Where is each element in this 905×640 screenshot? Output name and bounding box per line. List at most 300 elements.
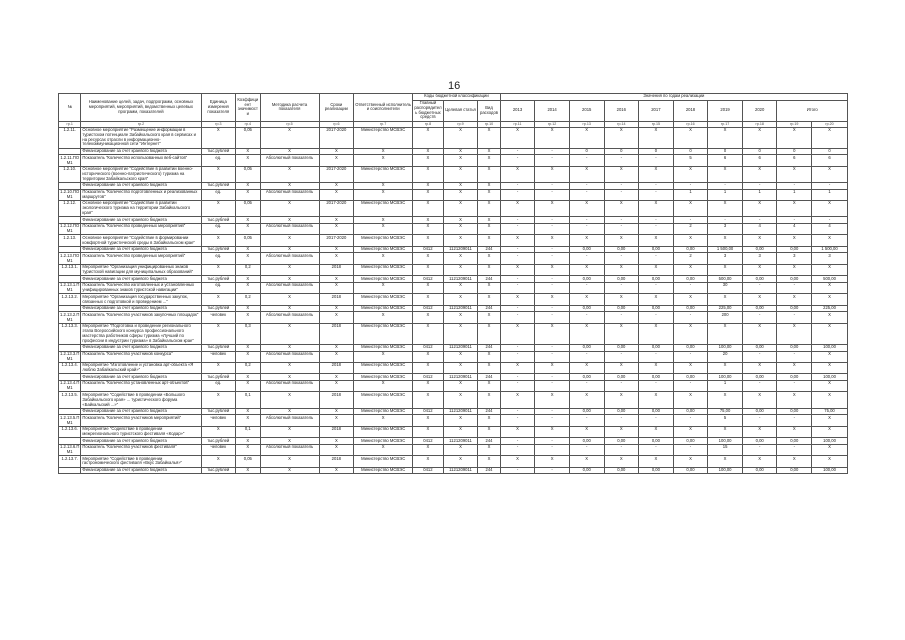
table-cell: X [535, 362, 570, 373]
table-cell: человек [201, 351, 236, 362]
table-cell: 1.2.13.1. [59, 264, 81, 275]
table-cell: - [604, 351, 639, 362]
table-cell: X [236, 148, 260, 155]
table-cell: - [535, 438, 570, 445]
table-cell: 2018 [319, 392, 354, 408]
table-cell: Показатель "Количество использованных веб-сайтов" [81, 155, 201, 166]
table-cell: X [639, 362, 674, 373]
table-cell: 0,00 [639, 246, 674, 253]
table-cell: 2 [673, 253, 708, 264]
table-cell: 6 [708, 155, 743, 166]
table-cell: - [604, 217, 639, 224]
table-cell: X [673, 201, 708, 217]
table-cell: X [500, 127, 535, 148]
col-year: 2015 [569, 100, 604, 121]
table-cell: - [535, 344, 570, 351]
table-cell: X [478, 362, 500, 373]
table-cell: 1.2.13.2. [59, 294, 81, 305]
table-row [59, 183, 848, 190]
table-cell: 4 [742, 223, 777, 234]
table-cell: X [413, 456, 444, 467]
table-cell: X [535, 166, 570, 182]
table-cell: X [413, 381, 444, 392]
table-cell: X [236, 217, 260, 224]
table-cell: 0 [742, 148, 777, 155]
table-cell: Финансирование за счет краевого бюджета [81, 438, 201, 445]
table-cell: X [443, 415, 478, 426]
table-cell: - [500, 312, 535, 323]
table-cell: X [742, 362, 777, 373]
table-cell: X [354, 155, 413, 166]
table-cell: 0,05 [236, 456, 260, 467]
table-cell: 0,00 [604, 408, 639, 415]
table-cell: - [673, 217, 708, 224]
table-cell: Финансирование за счет краевого бюджета [81, 183, 201, 190]
table-cell: X [604, 323, 639, 344]
table-cell: X [708, 323, 743, 344]
table-cell: 0,00 [569, 467, 604, 474]
table-cell: тыс.рублей [201, 374, 236, 381]
table-cell: 0,00 [673, 276, 708, 283]
table-cell: X [354, 312, 413, 323]
column-number: гр.12 [535, 121, 570, 127]
table-cell: X [443, 323, 478, 344]
table-cell: - [535, 408, 570, 415]
table-cell: Абсолютный показатель [260, 189, 319, 200]
table-cell: 1 [812, 189, 848, 200]
table-cell: - [673, 415, 708, 426]
table-cell: - [500, 381, 535, 392]
table-cell: - [569, 253, 604, 264]
table-cell: Мероприятие "Содействие в проведении «Большого Забайкальского края» ... туристического форума «Байкальский ...»" [81, 392, 201, 408]
table-cell: 244 [478, 305, 500, 312]
table-cell: X [413, 201, 444, 217]
table-cell: Основное мероприятие "Размещение информации в туристском потенциале Забайкальского края в сервисах и на ресурсах отрасли в информационно-телекоммуникационной сети "Интернет" [81, 127, 201, 148]
table-cell: X [413, 235, 444, 246]
table-cell: X [812, 444, 848, 455]
table-cell: Министерство МСВЭС [354, 235, 413, 246]
table-cell: X [478, 253, 500, 264]
col-coef: Коэффициент значимости [236, 94, 260, 122]
table-cell: X [354, 282, 413, 293]
table-cell: 1121209011 [443, 276, 478, 283]
table-cell: X [535, 294, 570, 305]
table-cell: X [260, 294, 319, 305]
table-cell: X [708, 392, 743, 408]
table-cell: X [500, 294, 535, 305]
table-cell: - [639, 282, 674, 293]
table-cell: тыс.рублей [201, 344, 236, 351]
table-cell: X [673, 426, 708, 437]
table-cell: X [604, 456, 639, 467]
table-cell: X [500, 392, 535, 408]
table-cell: X [569, 201, 604, 217]
table-cell: X [569, 456, 604, 467]
table-cell: X [478, 312, 500, 323]
table-cell: 1.2.12. [59, 201, 81, 217]
table-cell: X [478, 426, 500, 437]
table-cell: Министерство МСВЭС [354, 166, 413, 182]
table-cell: 0,00 [639, 276, 674, 283]
col-total: Итого [777, 100, 848, 121]
table-cell: X [443, 362, 478, 373]
table-cell: X [236, 276, 260, 283]
table-cell: - [639, 183, 674, 190]
table-cell: 100,00 [708, 374, 743, 381]
table-cell: 0,00 [777, 276, 812, 283]
table-cell: X [478, 183, 500, 190]
table-cell: Мероприятие "Подготовка и проведение регионального этапа Всероссийского конкурса профессионального мастерства работников сферы туризма «Лучший по профессии в индустрии туризма» в Забайкальском крае" [81, 323, 201, 344]
table-cell: X [201, 127, 236, 148]
table-cell: - [569, 444, 604, 455]
table-cell: X [443, 444, 478, 455]
table-cell: 1 [708, 189, 743, 200]
table-cell: 0,1 [236, 392, 260, 408]
table-cell: X [201, 426, 236, 437]
table-cell: X [478, 155, 500, 166]
table-cell: X [569, 392, 604, 408]
column-number: гр.19 [777, 121, 812, 127]
table-cell: X [777, 294, 812, 305]
table-cell: - [500, 415, 535, 426]
table-cell: 225,00 [812, 305, 848, 312]
table-cell: - [639, 415, 674, 426]
column-number: гр.11 [500, 121, 535, 127]
table-cell: X [708, 456, 743, 467]
table-cell: - [569, 415, 604, 426]
table-cell: X [708, 264, 743, 275]
table-cell: X [201, 392, 236, 408]
table-cell: - [500, 408, 535, 415]
table-cell: X [260, 166, 319, 182]
table-cell: X [236, 351, 260, 362]
table-cell: Показатель "Количество проведенных мероприятий" [81, 223, 201, 234]
table-cell: 0,00 [569, 246, 604, 253]
table-cell: X [413, 183, 444, 190]
table-cell: - [639, 189, 674, 200]
table-cell: Мероприятие "Организация унифицированных знаков туристской навигации для муниципальных образований" [81, 264, 201, 275]
table-cell: тыс.рублей [201, 467, 236, 474]
table-cell: Абсолютный показатель [260, 253, 319, 264]
table-cell: X [673, 323, 708, 344]
table-cell: 0412 [413, 374, 444, 381]
table-cell: X [413, 223, 444, 234]
col-budget-group: Коды бюджетной классификации [413, 94, 501, 101]
table-cell: X [443, 392, 478, 408]
table-cell: X [236, 467, 260, 474]
table-cell: Абсолютный показатель [260, 415, 319, 426]
table-cell: тыс.рублей [201, 217, 236, 224]
table-cell: X [478, 323, 500, 344]
table-cell: Министерство МСВЭС [354, 201, 413, 217]
table-cell: X [443, 235, 478, 246]
table-cell: X [260, 426, 319, 437]
table-cell: - [673, 183, 708, 190]
table-row [59, 351, 848, 362]
table-cell [59, 374, 81, 381]
table-cell: X [812, 282, 848, 293]
table-cell: 1.2.12.ПОМ1 [60, 223, 80, 234]
table-cell: 6 [742, 155, 777, 166]
col-year: 2018 [673, 100, 708, 121]
table-cell: X [604, 392, 639, 408]
table-cell: - [812, 217, 848, 224]
table-cell: - [535, 189, 570, 200]
table-cell: - [777, 282, 812, 293]
table-cell: X [443, 223, 478, 234]
table-row [59, 392, 848, 408]
table-cell: Показатель "Количество установленных арт-объектов" [81, 381, 201, 392]
table-cell: 0,00 [742, 344, 777, 351]
table-cell: 0,00 [742, 408, 777, 415]
table-cell: 0,00 [604, 374, 639, 381]
table-cell: 3 [812, 253, 848, 264]
table-cell: X [604, 201, 639, 217]
table-row [59, 253, 848, 264]
table-cell: 100,00 [812, 467, 848, 474]
table-cell: 1121209011 [443, 246, 478, 253]
column-number: гр.15 [639, 121, 674, 127]
table-cell: 100,00 [708, 438, 743, 445]
table-cell: X [639, 264, 674, 275]
table-cell: X [443, 264, 478, 275]
table-cell: X [500, 426, 535, 437]
table-cell: X [443, 312, 478, 323]
table-cell [59, 408, 81, 415]
table-cell: X [535, 392, 570, 408]
table-cell: 3 [777, 253, 812, 264]
table-cell: Министерство МСВЭС [354, 374, 413, 381]
table-cell: X [236, 305, 260, 312]
table-cell: X [478, 264, 500, 275]
table-row [59, 362, 848, 373]
table-cell: X [639, 201, 674, 217]
table-cell: X [260, 408, 319, 415]
table-cell: Мероприятие "Содействие в проведении межрегионального туристского фестиваля «Кодар»" [81, 426, 201, 437]
table-cell: - [500, 217, 535, 224]
table-cell: X [673, 127, 708, 148]
table-cell: - [673, 312, 708, 323]
table-cell: 1.2.13.ПОМ1 [60, 252, 80, 263]
table-cell: X [569, 235, 604, 246]
table-cell: X [443, 426, 478, 437]
table-cell: - [673, 351, 708, 362]
table-cell: 500,00 [708, 276, 743, 283]
table-cell: Финансирование за счет краевого бюджета [81, 408, 201, 415]
table-cell: X [478, 235, 500, 246]
column-number: гр.7 [354, 121, 413, 127]
table-cell: 1.2.13.5.ПМ1 [60, 414, 80, 425]
table-cell: - [569, 351, 604, 362]
table-cell: 0,05 [236, 127, 260, 148]
table-cell: X [443, 183, 478, 190]
table-cell: X [478, 294, 500, 305]
table-cell [59, 344, 81, 351]
table-cell: 1 [673, 189, 708, 200]
table-cell: X [201, 362, 236, 373]
table-cell: 0,00 [777, 344, 812, 351]
table-cell: Финансирование за счет краевого бюджета [81, 344, 201, 351]
table-cell: X [742, 426, 777, 437]
col-name: Наименование целей, задач, подпрограмм, основных мероприятий, мероприятий, ведомственных целевых программ, показателей [81, 94, 201, 122]
table-cell: 75,00 [708, 408, 743, 415]
table-cell: 1121209011 [443, 438, 478, 445]
table-cell: 0,00 [639, 467, 674, 474]
table-cell: X [319, 415, 354, 426]
table-cell: X [639, 426, 674, 437]
table-cell: - [639, 312, 674, 323]
col-grbs: Главный распорядитель бюджетных средств [414, 100, 442, 120]
table-cell: Министерство МСВЭС [354, 305, 413, 312]
table-cell: 0,00 [639, 408, 674, 415]
table-cell: - [500, 344, 535, 351]
table-cell: 0412 [413, 438, 444, 445]
table-cell: - [535, 223, 570, 234]
table-cell: 0,00 [569, 408, 604, 415]
table-cell: - [639, 155, 674, 166]
table-cell: X [673, 166, 708, 182]
table-cell: X [500, 264, 535, 275]
table-cell: - [500, 183, 535, 190]
table-cell: X [413, 294, 444, 305]
table-cell: 100,00 [812, 344, 848, 351]
col-year: 2014 [535, 100, 570, 121]
table-cell: X [500, 235, 535, 246]
table-cell: тыс.рублей [201, 183, 236, 190]
table-cell: X [260, 467, 319, 474]
table-cell: X [319, 246, 354, 253]
table-cell: - [500, 467, 535, 474]
table-cell: X [319, 444, 354, 455]
table-cell: X [604, 264, 639, 275]
table-cell: 2018 [319, 264, 354, 275]
table-cell: X [354, 189, 413, 200]
table-cell: человек [201, 415, 236, 426]
table-cell: X [260, 235, 319, 246]
table-cell: - [535, 183, 570, 190]
table-cell: 100,00 [708, 467, 743, 474]
table-cell: X [319, 438, 354, 445]
table-cell: X [639, 235, 674, 246]
table-cell: Министерство МСВЭС [354, 294, 413, 305]
table-cell: 0,2 [236, 264, 260, 275]
table-cell: 1.2.13.3.ПМ1 [60, 351, 80, 361]
table-cell: X [319, 148, 354, 155]
table-cell: X [443, 189, 478, 200]
table-cell: - [500, 444, 535, 455]
table-cell: 3 [742, 253, 777, 264]
table-cell: Министерство МСВЭС [354, 467, 413, 474]
table-cell: тыс.рублей [201, 246, 236, 253]
table-cell: 0,00 [569, 276, 604, 283]
table-cell: Финансирование за счет краевого бюджета [81, 374, 201, 381]
table-cell: 0,00 [673, 305, 708, 312]
table-cell: X [478, 127, 500, 148]
table-cell: Показатель "Количество проведенных мероприятий" [81, 253, 201, 264]
table-cell: Финансирование за счет краевого бюджета [81, 276, 201, 283]
table-cell: 0,00 [639, 374, 674, 381]
table-cell: - [569, 217, 604, 224]
table-cell: 1121209011 [443, 467, 478, 474]
table-cell: - [500, 276, 535, 283]
table-cell: X [742, 264, 777, 275]
table-cell: 0,00 [673, 344, 708, 351]
table-cell: X [201, 201, 236, 217]
table-cell: - [742, 312, 777, 323]
table-cell: Абсолютный показатель [260, 381, 319, 392]
table-cell: - [500, 305, 535, 312]
table-cell: X [708, 201, 743, 217]
table-cell: 0,05 [236, 166, 260, 182]
table-cell: 0,00 [604, 305, 639, 312]
col-year: 2020 [742, 100, 777, 121]
table-cell: 0 [604, 148, 639, 155]
table-cell: 0,00 [777, 305, 812, 312]
table-cell: X [443, 294, 478, 305]
table-cell: X [413, 166, 444, 182]
table-cell: 15 [708, 444, 743, 455]
table-cell: Показатель "Количество участников закупочных площадок" [81, 312, 201, 323]
table-cell: - [708, 217, 743, 224]
table-cell: X [354, 444, 413, 455]
table-cell: тыс.рублей [201, 305, 236, 312]
table-row [59, 438, 848, 445]
table-cell: Мероприятие "Содействие в проведении гастрономического фестиваля «Вкус Забайкалья»" [81, 456, 201, 467]
table-cell: X [478, 444, 500, 455]
table-cell: X [478, 189, 500, 200]
table-cell: X [500, 362, 535, 373]
table-cell: X [478, 223, 500, 234]
table-cell: - [604, 381, 639, 392]
table-cell: - [604, 183, 639, 190]
table-cell: - [673, 444, 708, 455]
column-number: гр.17 [708, 121, 743, 127]
table-cell: - [742, 351, 777, 362]
table-cell: - [604, 223, 639, 234]
table-cell: 5 [673, 155, 708, 166]
table-cell: X [354, 223, 413, 234]
table-cell: - [535, 312, 570, 323]
table-cell: X [500, 201, 535, 217]
table-cell: X [478, 166, 500, 182]
table-cell: 0,00 [673, 408, 708, 415]
table-cell: X [201, 235, 236, 246]
table-cell: тыс.рублей [201, 148, 236, 155]
table-cell: X [535, 323, 570, 344]
table-cell: X [777, 235, 812, 246]
table-cell: 0,00 [673, 374, 708, 381]
table-row [59, 415, 848, 426]
table-cell: X [260, 305, 319, 312]
table-cell: X [535, 426, 570, 437]
table-cell: X [742, 456, 777, 467]
table-cell: 2 [673, 223, 708, 234]
table-cell: 0,1 [236, 426, 260, 437]
table-cell: ед. [201, 282, 236, 293]
table-cell: - [535, 282, 570, 293]
table-cell: Мероприятие "Изготовление и установка арт-объекта «Я люблю Забайкальский край»" [81, 362, 201, 373]
table-cell: 2017-2020 [319, 201, 354, 217]
table-cell: X [443, 217, 478, 224]
table-cell [59, 438, 81, 445]
table-cell: 1.2.11. [59, 127, 81, 148]
table-cell: - [500, 374, 535, 381]
table-cell: - [500, 253, 535, 264]
table-cell: X [319, 381, 354, 392]
table-cell: - [569, 312, 604, 323]
table-cell: Министерство МСВЭС [354, 362, 413, 373]
table-cell: Абсолютный показатель [260, 223, 319, 234]
